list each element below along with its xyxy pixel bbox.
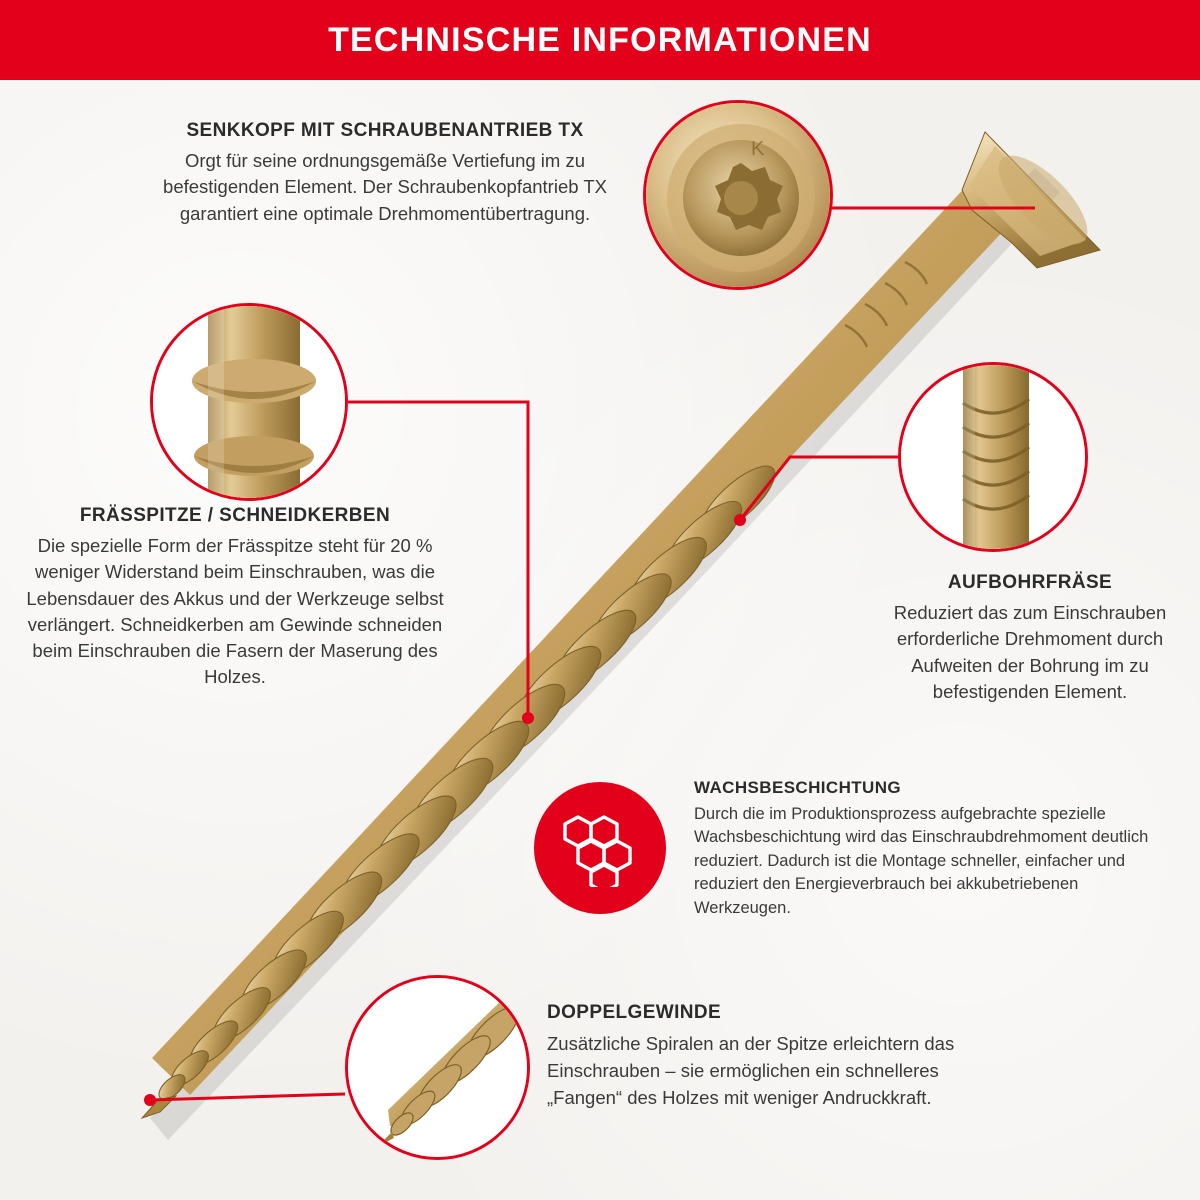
callout-title-double-thread: DOPPELGEWINDE: [547, 1002, 722, 1023]
leader-milling: [740, 457, 898, 520]
callout-drill-milling: [880, 572, 1180, 705]
screw-tip-double-thread-photo: [348, 978, 527, 1157]
screw-head-torx-photo: [646, 103, 830, 287]
callout-title-wax-coating: WACHSBESCHICHTUNG: [694, 778, 902, 797]
shank-milling-ribs-photo: [901, 365, 1085, 549]
callout-title-countersunk-head: SENKKOPF MIT SCHRAUBENANTRIEB TX: [186, 120, 584, 141]
wax-badge: [534, 782, 666, 914]
callout-body-countersunk-head: Orgt für seine ordnungsgemäße Vertiefung im zu befestigenden Element. Der Schraubenkopfantrieb TX garantiert eine optimale Drehmomentübertragung.: [163, 150, 607, 224]
honeycomb-icon: [558, 809, 642, 887]
bubble-thread-notch: [150, 303, 348, 501]
bubble-screw-head: [643, 100, 833, 290]
callout-body-double-thread: Zusätzliche Spiralen an der Spitze erleichtern das Einschrauben – sie ermöglichen ein schnelleres „Fangen“ des Holzes mit weniger Andruckkraft.: [547, 1033, 955, 1108]
callout-double-thread: [547, 1002, 967, 1111]
callout-body-milling-tip: Die spezielle Form der Frässpitze steht für 20 % weniger Widerstand beim Einschrauben, was die Lebensdauer des Akkus und der Werkzeuge selbst verlängert. Schneidkerben am Gewinde schneiden beim Einschrauben die Fasern der Maserung des Holzes.: [26, 535, 444, 688]
page-title: TECHNISCHE INFORMATIONEN: [328, 20, 872, 59]
callout-body-wax-coating: Durch die im Produktionsprozess aufgebrachte spezielle Wachsbeschichtung wird das Einschraubdrehmoment deutlich reduziert. Dadurch ist die Montage schneller, einfacher und reduziert den Energieverbrauch bei akkubetriebenen Werkzeugen.: [694, 805, 1149, 917]
callout-title-drill-milling: AUFBOHRFRÄSE: [947, 572, 1113, 593]
bubble-shank-milling: [898, 362, 1088, 552]
thread-notch-photo: [153, 306, 345, 498]
callout-countersunk-head: [140, 120, 630, 227]
bubble-screw-tip: [345, 975, 530, 1160]
svg-text:K: K: [751, 138, 765, 160]
callout-title-milling-tip: FRÄSSPITZE / SCHNEIDKERBEN: [79, 505, 391, 526]
leader-double-thread: [150, 1094, 345, 1100]
callout-wax-coating: [694, 778, 1164, 920]
callout-milling-tip: [20, 505, 450, 691]
callout-body-drill-milling: Reduziert das zum Einschrauben erforderliche Drehmoment durch Aufweiten der Bohrung im zu befestigenden Element.: [893, 602, 1167, 702]
